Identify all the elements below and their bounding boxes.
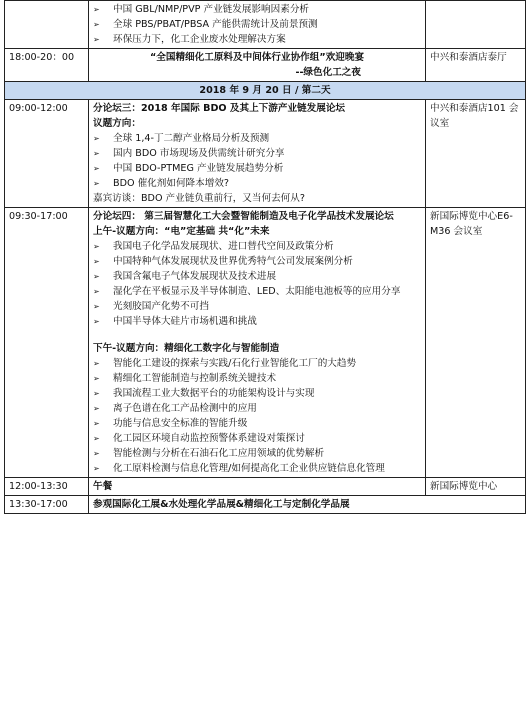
topic-heading: 议题方向： <box>93 118 141 129</box>
list-item: ➢ 离子色谱在化工产品检测中的应用 <box>93 403 257 414</box>
bullet-arrow-icon: ➢ <box>93 374 100 383</box>
bullet-arrow-icon: ➢ <box>93 434 100 443</box>
time-cell: 09:00-12:00 <box>5 100 89 208</box>
banquet-title: “全国精细化工原料及中间体行业协作组”欢迎晚宴 <box>149 52 365 63</box>
time-cell: 13:30-17:00 <box>5 496 89 514</box>
table-row <box>5 1 526 49</box>
topic-cell <box>89 49 426 82</box>
bullet-arrow-icon: ➢ <box>93 149 100 158</box>
bullet-arrow-icon: ➢ <box>93 164 100 173</box>
bullet-arrow-icon: ➢ <box>93 272 100 281</box>
list-item: ➢ 全球 1,4-丁二醇产业格局分析及预测 <box>93 133 270 144</box>
bullet-arrow-icon: ➢ <box>93 359 100 368</box>
list-item: ➢ 智能化工建设的探索与实践/石化行业智能化工厂的大趋势 <box>93 358 357 369</box>
list-item: ➢ 中国半导体大硅片市场机遇和挑战 <box>93 316 257 327</box>
topic-cell: 参观国际化工展&水处理化学品展&精细化工与定制化学品展 <box>89 496 526 514</box>
bullet-arrow-icon: ➢ <box>93 404 100 413</box>
list-item: ➢ 全球 PBS/PBAT/PBSA 产能供需统计及前景预测 <box>93 19 318 30</box>
list-item: ➢ 精细化工智能制造与控制系统关键技术 <box>93 373 277 384</box>
list-item: ➢ BDO 催化剂如何降本增效? <box>93 178 230 189</box>
time-cell: 09:30-17:00 <box>5 208 89 478</box>
topic-heading: 下午-议题方向：精细化工数字化与智能制造 <box>93 343 280 354</box>
venue-cell: 新国际博览中心 <box>426 478 526 496</box>
list-item: ➢ 中国 BDO-PTMEG 产业链发展趋势分析 <box>93 163 284 174</box>
bullet-arrow-icon: ➢ <box>93 419 100 428</box>
time-cell <box>5 1 89 49</box>
list-item: ➢ 环保压力下，化工企业废水处理解决方案 <box>93 34 286 45</box>
venue-cell: 中兴和泰酒店101 会议室 <box>426 100 526 208</box>
venue-cell <box>426 1 526 49</box>
bullet-arrow-icon: ➢ <box>93 179 100 188</box>
bullet-arrow-icon: ➢ <box>93 464 100 473</box>
table-row <box>5 208 526 478</box>
list-item: ➢ 中国 GBL/NMP/PVP 产业链发展影响因素分析 <box>93 4 310 15</box>
topic-cell <box>89 208 426 478</box>
bullet-arrow-icon: ➢ <box>93 317 100 326</box>
bullet-arrow-icon: ➢ <box>93 257 100 266</box>
topic-heading: 上午-议题方向：“电”定基础 共“化”未来 <box>93 226 270 237</box>
topic-cell: 午餐 <box>89 478 426 496</box>
list-item: ➢ 功能与信息安全标准的智能升级 <box>93 418 248 429</box>
table-row <box>5 478 526 496</box>
bullet-arrow-icon: ➢ <box>93 302 100 311</box>
list-item: ➢ 化工原料检测与信息化管理/如何提高化工企业供应链信息化管理 <box>93 463 385 474</box>
list-item: ➢ 国内 BDO 市场现场及供需统计研究分享 <box>93 148 285 159</box>
day-banner-row <box>5 82 526 100</box>
venue-cell: 中兴和泰酒店泰厅 <box>426 49 526 82</box>
section-gap <box>93 329 421 341</box>
list-item: ➢ 我国含氟电子气体发展现状及技术进展 <box>93 271 277 282</box>
bullet-arrow-icon: ➢ <box>93 242 100 251</box>
table-row <box>5 496 526 514</box>
time-cell: 18:00-20：00 <box>5 49 89 82</box>
time-cell: 12:00-13:30 <box>5 478 89 496</box>
venue-cell: 新国际博览中心E6-M36 会议室 <box>426 208 526 478</box>
table-row <box>5 100 526 208</box>
bullet-arrow-icon: ➢ <box>93 287 100 296</box>
bullet-arrow-icon: ➢ <box>93 5 100 14</box>
list-item: ➢ 化工园区环境自动监控预警体系建设对策探讨 <box>93 433 305 444</box>
list-item: ➢ 湿化学在平板显示及半导体制造、LED、太阳能电池板等的应用分享 <box>93 286 401 297</box>
table-row <box>5 49 526 82</box>
topic-cell <box>89 1 426 49</box>
forum-title: 分论坛四： 第三届智慧化工大会暨智能制造及电子化学品技术发展论坛 <box>93 211 394 222</box>
banquet-subtitle: --绿色化工之夜 <box>295 67 361 78</box>
list-item: ➢ 我国流程工业大数据平台的功能架构设计与实现 <box>93 388 315 399</box>
bullet-arrow-icon: ➢ <box>93 389 100 398</box>
list-item: ➢ 我国电子化学品发展现状、进口替代空间及政策分析 <box>93 241 334 252</box>
list-item: ➢ 智能检测与分析在石油石化工应用领域的优势解析 <box>93 448 325 459</box>
bullet-arrow-icon: ➢ <box>93 449 100 458</box>
bullet-arrow-icon: ➢ <box>93 20 100 29</box>
forum-title: 分论坛三：2018 年国际 BDO 及其上下游产业链发展论坛 <box>93 103 346 114</box>
day-banner: 2018 年 9 月 20 日 / 第二天 <box>5 82 526 100</box>
guest-interview: 嘉宾访谈：BDO 产业链负重前行，又当何去何从? <box>93 193 305 204</box>
topic-cell <box>89 100 426 208</box>
schedule-table <box>4 0 526 514</box>
list-item: ➢ 中国特种气体发展现状及世界优秀特气公司发展案例分析 <box>93 256 353 267</box>
bullet-arrow-icon: ➢ <box>93 134 100 143</box>
bullet-arrow-icon: ➢ <box>93 35 100 44</box>
list-item: ➢ 光刻胶国产化势不可挡 <box>93 301 209 312</box>
